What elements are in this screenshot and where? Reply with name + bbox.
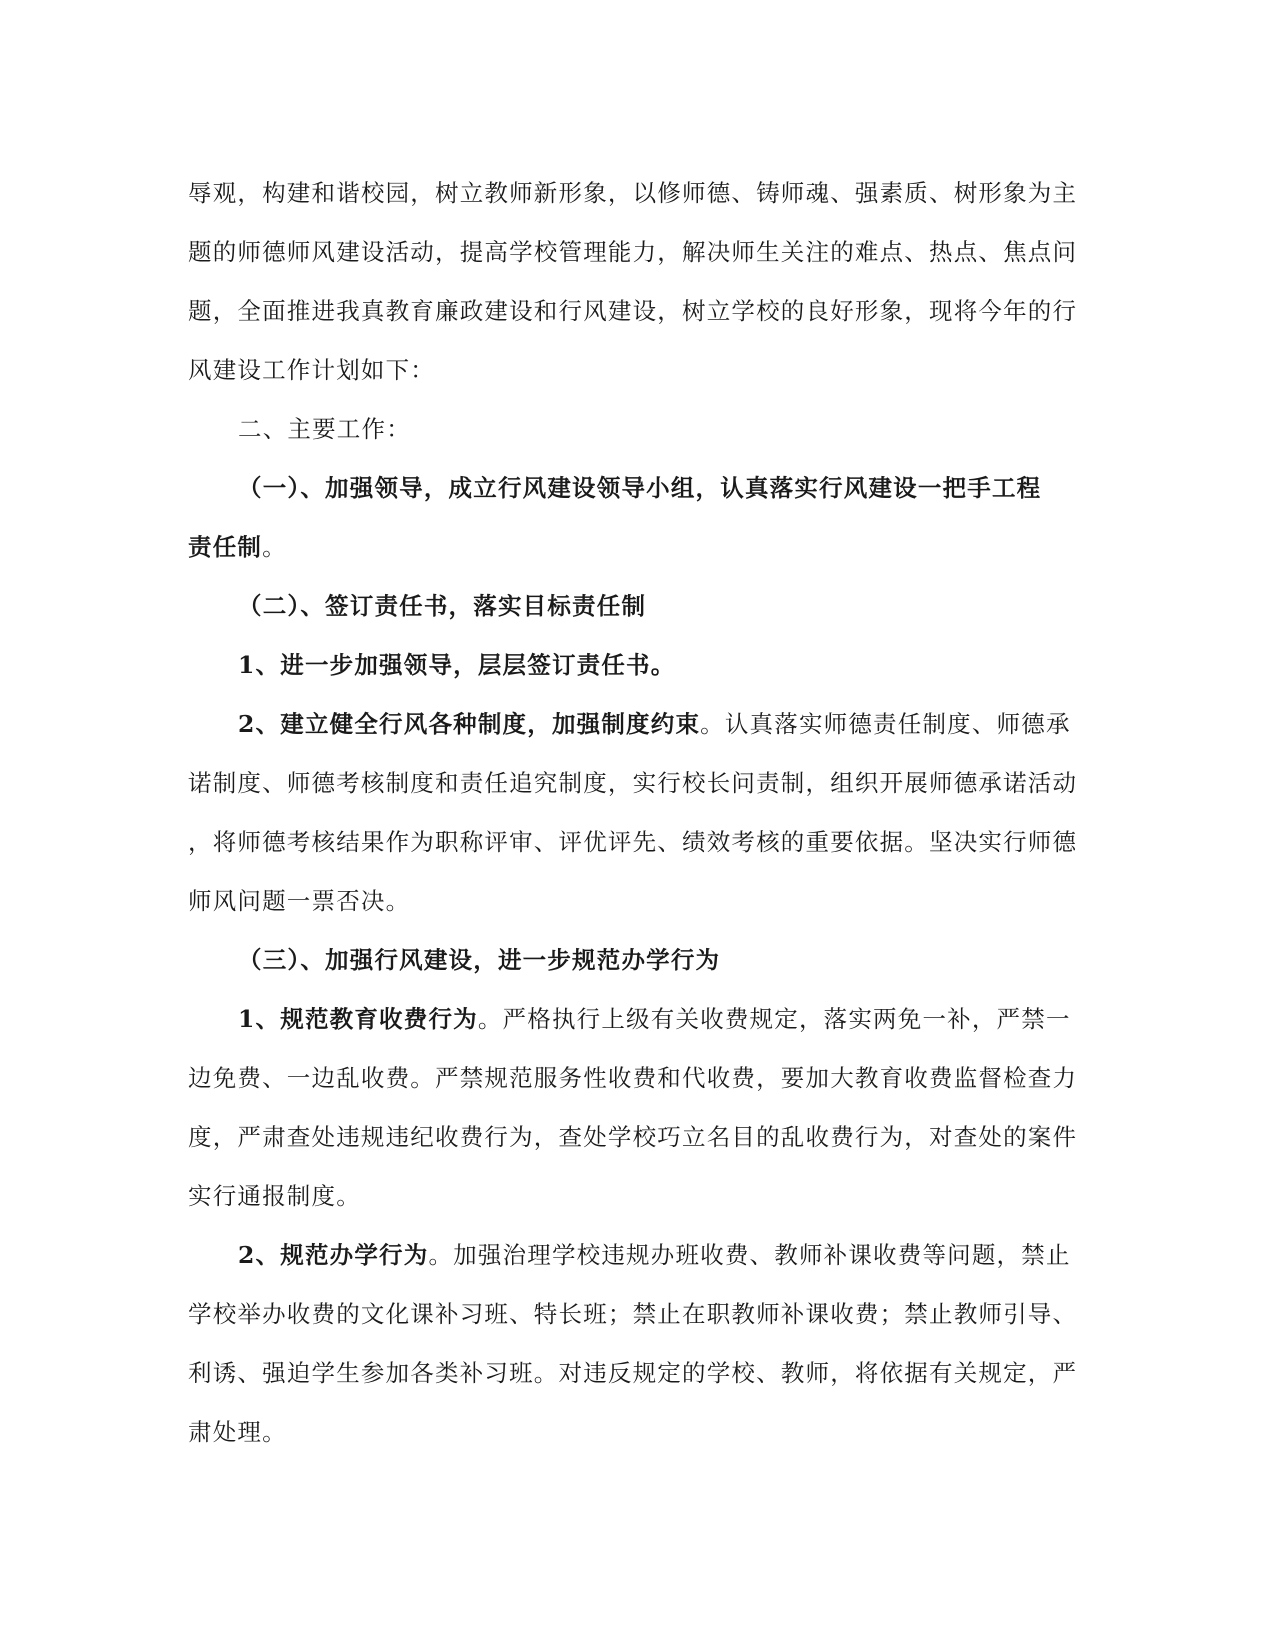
item1-heading-tail: 。 <box>262 533 287 561</box>
paragraph-line: 度，严肃查处违规违纪收费行为，查处学校巧立名目的乱收费行为，对查处的案件 <box>188 1123 1078 1151</box>
paragraph-line: 学校举办收费的文化课补习班、特长班；禁止在职教师补课收费；禁止教师引导、 <box>188 1300 1078 1328</box>
paragraph-line: 诺制度、师德考核制度和责任追究制度，实行校长问责制，组织开展师德承诺活动 <box>188 769 1078 797</box>
item2-point2 <box>188 695 1088 754</box>
item3-heading: （三）、加强行风建设，进一步规范办学行为 <box>238 946 721 974</box>
item3-point1 <box>188 990 1088 1049</box>
item2-point1: 1、进一步加强领导，层层签订责任书。 <box>238 651 676 679</box>
item3-point2 <box>188 1226 1088 1285</box>
paragraph-line: 实行通报制度。 <box>188 1182 361 1210</box>
paragraph-line: 风建设工作计划如下： <box>188 356 435 384</box>
paragraph-line: 边免费、一边乱收费。严禁规范服务性收费和代收费，要加大教育收费监督检查力 <box>188 1064 1078 1092</box>
paragraph-line: ，将师德考核结果作为职称评审、评优评先、绩效考核的重要依据。坚决实行师德 <box>188 828 1078 856</box>
paragraph-line: 肃处理。 <box>188 1418 287 1446</box>
item3-point1-bold: 1、规范教育收费行为 <box>238 1005 478 1033</box>
paragraph-line: 题的师德师风建设活动，提高学校管理能力，解决师生关注的难点、热点、焦点问 <box>188 238 1078 266</box>
item3-point2-rest: 。加强治理学校违规办班收费、教师补课收费等问题，禁止 <box>428 1241 1071 1269</box>
item3-point1-rest: 。严格执行上级有关收费规定，落实两免一补，严禁一 <box>477 1005 1071 1033</box>
item1-heading: （一）、加强领导，成立行风建设领导小组，认真落实行风建设一把手工程 <box>238 474 1042 502</box>
paragraph-line: 利诱、强迫学生参加各类补习班。对违反规定的学校、教师，将依据有关规定，严 <box>188 1359 1078 1387</box>
item2-point2-rest: 。认真落实师德责任制度、师德承 <box>700 710 1071 738</box>
item3-point2-bold: 2、规范办学行为 <box>238 1241 429 1269</box>
item1-heading-continued <box>188 518 1088 577</box>
item1-heading-bold: 责任制 <box>188 533 263 561</box>
item2-point2-bold: 2、建立健全行风各种制度，加强制度约束 <box>238 710 701 738</box>
paragraph-line: 师风问题一票否决。 <box>188 887 411 915</box>
document-body <box>188 164 1088 1462</box>
section-title: 二、主要工作： <box>238 415 411 443</box>
paragraph-line: 题，全面推进我真教育廉政建设和行风建设，树立学校的良好形象，现将今年的行 <box>188 297 1078 325</box>
item2-heading: （二）、签订责任书，落实目标责任制 <box>238 592 647 620</box>
paragraph-line: 辱观，构建和谐校园，树立教师新形象，以修师德、铸师魂、强素质、树形象为主 <box>188 179 1078 207</box>
